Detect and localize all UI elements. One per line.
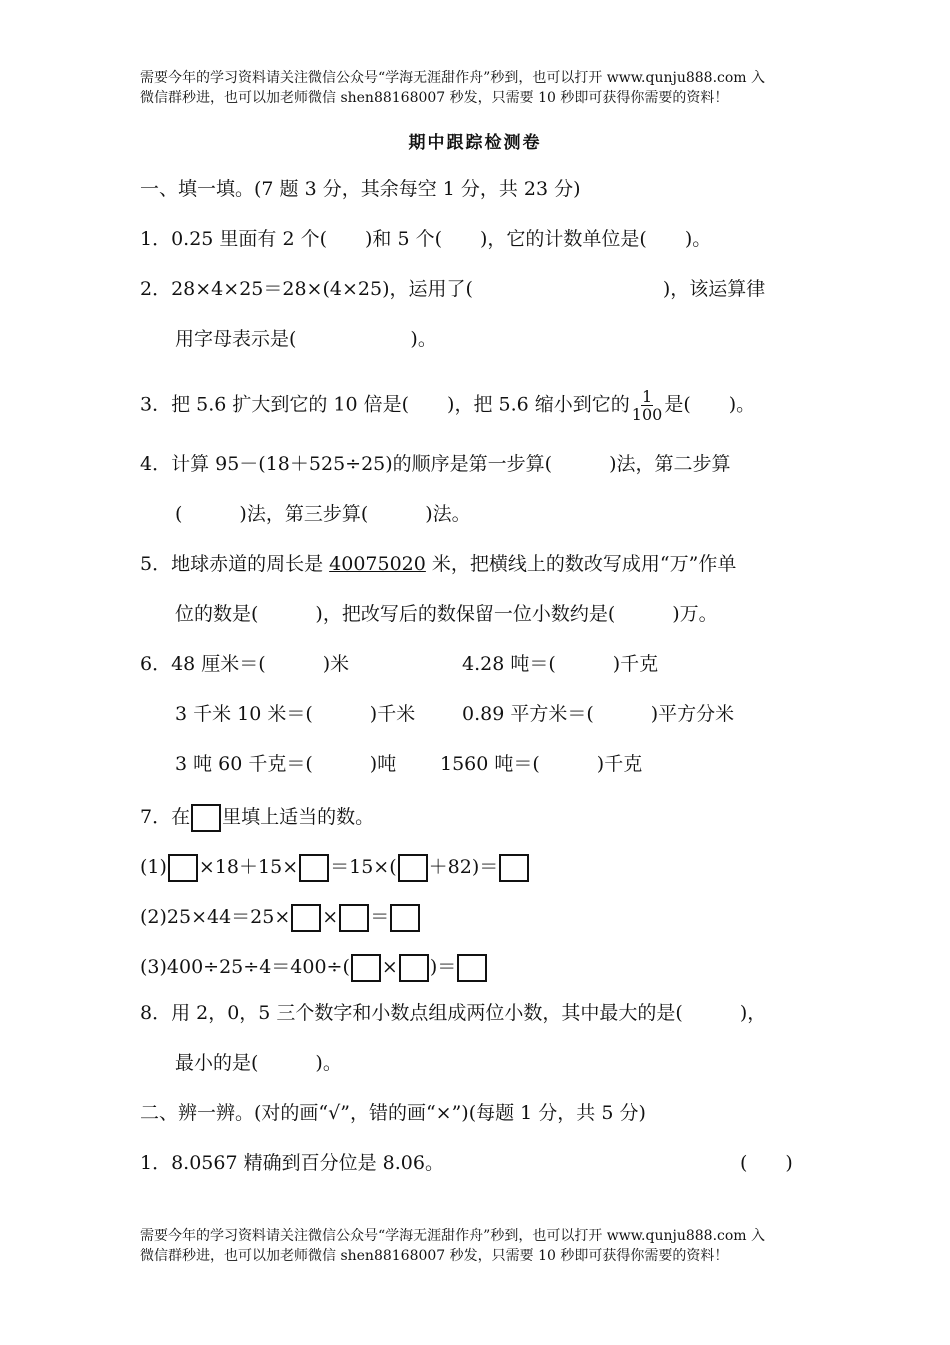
fraction-denominator: 100 (631, 405, 663, 424)
answer-box[interactable] (291, 904, 321, 932)
question-1-7-text-b: 里填上适当的数。 (222, 806, 375, 828)
expression-part: ＝ (370, 906, 390, 928)
question-1-3-text-a: 3．把 5.6 扩大到它的 10 倍是( )，把 5.6 缩小到它的 (140, 393, 630, 416)
page-title: 期中跟踪检测卷 (408, 133, 542, 153)
question-1-5-line-a (140, 551, 736, 577)
answer-box[interactable] (398, 854, 428, 882)
expression-part: ＋82)＝ (428, 856, 499, 878)
question-1-4-line-b: ( )法，第三步算( )法。 (175, 503, 471, 525)
expression-part: )＝ (429, 956, 457, 978)
answer-box[interactable] (339, 904, 369, 932)
footer-notice-line-1: 需要今年的学习资料请关注微信公众号“学海无涯甜作舟”秒到，也可以打开 www.qunju888.com 入 (140, 1228, 766, 1244)
section1-heading: 一、填一填。(7 题 3 分，其余每空 1 分，共 23 分) (140, 178, 581, 200)
judgement-parentheses[interactable]: ( ) (740, 1152, 793, 1174)
question-1-6-row3-right: 1560 吨＝( )千克 (440, 753, 643, 775)
answer-box[interactable] (390, 904, 420, 932)
answer-box[interactable] (351, 954, 381, 982)
answer-box[interactable] (457, 954, 487, 982)
expression-part: × (381, 956, 398, 978)
question-1-6-row3-left: 3 吨 60 千克＝( )吨 (175, 753, 397, 775)
fraction (632, 388, 663, 423)
answer-box[interactable] (299, 854, 329, 882)
question-1-6-row1-left: 6．48 厘米＝( )米 (140, 653, 350, 675)
question-1-4-line-a: 4．计算 95－(18＋525÷25)的顺序是第一步算( )法，第二步算 (140, 453, 731, 475)
question-1-2-line-b: 用字母表示是( )。 (175, 328, 437, 350)
question-1-6-row1-right: 4.28 吨＝( )千克 (462, 653, 659, 675)
expression-part: (3)400÷25÷4＝400÷( (140, 956, 350, 978)
question-1-3-text-b: 是( )。 (664, 393, 756, 416)
answer-box (191, 804, 221, 832)
sub-label: (1) (140, 856, 167, 878)
footer-notice-line-2: 微信群秒进，也可以加老师微信 shen88168007 秒发，只需要 10 秒即可获得你需要的资料！ (140, 1248, 729, 1264)
question-1-7-sub-3 (140, 954, 488, 982)
question-1-7-text-a: 7．在 (140, 806, 191, 828)
section2-heading: 二、辨一辨。(对的画“√”，错的画“×”)(每题 1 分，共 5 分) (140, 1102, 646, 1124)
question-1-6-row2-right: 0.89 平方米＝( )平方分米 (462, 703, 735, 725)
question-1-6-row2-left: 3 千米 10 米＝( )千米 (175, 703, 416, 725)
expression-part: ×18＋15× (198, 856, 299, 878)
answer-box[interactable] (399, 954, 429, 982)
expression-part: × (322, 906, 339, 928)
question-1-5-text-a: 5．地球赤道的周长是 (140, 553, 330, 575)
header-notice-line-2: 微信群秒进，也可以加老师微信 shen88168007 秒发，只需要 10 秒即可获得你需要的资料！ (140, 90, 729, 106)
question-1-3 (140, 388, 755, 423)
question-2-1: 1．8.0567 精确到百分位是 8.06。 (140, 1152, 444, 1174)
question-1-7 (140, 804, 374, 832)
question-1-5-line-b: 位的数是( )，把改写后的数保留一位小数约是( )万。 (175, 603, 718, 625)
question-1-2-line-a: 2．28×4×25＝28×(4×25)，运用了( )，该运算律 (140, 278, 766, 300)
question-1-8-line-a: 8．用 2，0，5 三个数字和小数点组成两位小数，其中最大的是( )， (140, 1002, 767, 1024)
question-1-7-sub-1 (140, 854, 530, 882)
header-notice-line-1: 需要今年的学习资料请关注微信公众号“学海无涯甜作舟”秒到，也可以打开 www.qunju888.com 入 (140, 70, 766, 86)
fraction-numerator: 1 (641, 387, 653, 406)
question-1-7-sub-2 (140, 904, 421, 932)
question-1-8-line-b: 最小的是( )。 (175, 1052, 342, 1074)
answer-box[interactable] (168, 854, 198, 882)
expression-part: ＝15×( (330, 856, 397, 878)
underlined-number: 40075020 (329, 553, 426, 575)
question-1-5-text-b: 米，把横线上的数改写成用“万”作单 (425, 553, 737, 575)
expression-part: (2)25×44＝25× (140, 906, 291, 928)
question-1-1: 1．0.25 里面有 2 个( )和 5 个( )，它的计数单位是( )。 (140, 228, 712, 250)
answer-box[interactable] (499, 854, 529, 882)
